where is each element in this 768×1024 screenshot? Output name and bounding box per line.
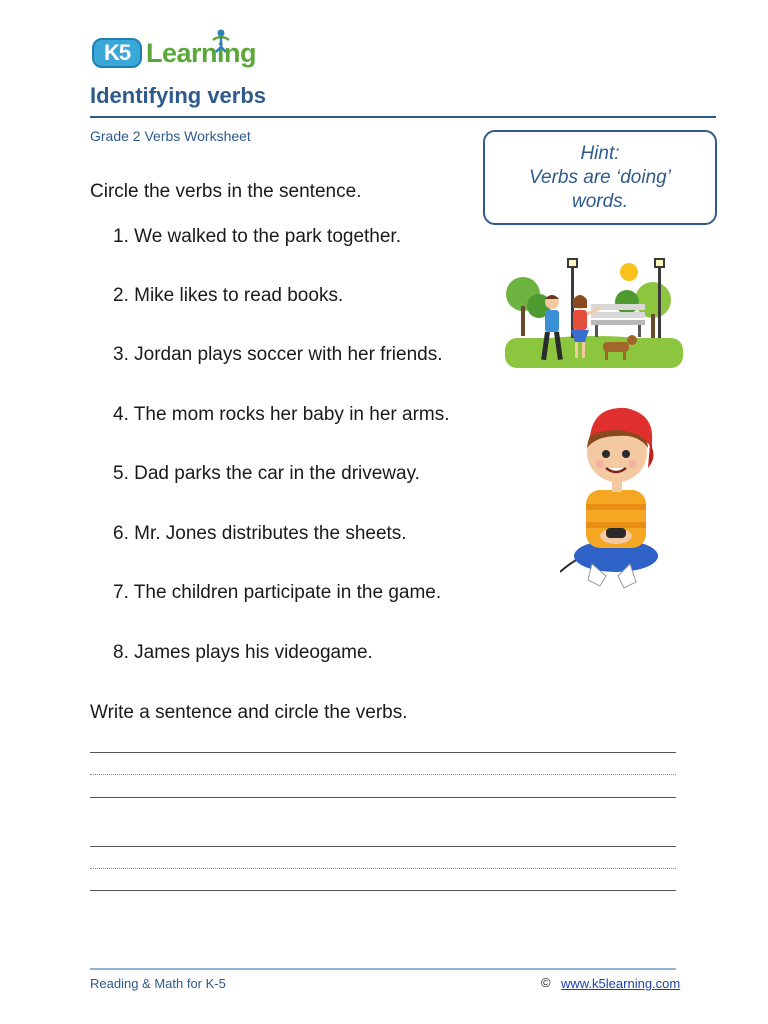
title-divider [90,116,716,118]
copyright-symbol: © [541,975,551,990]
logo-wordmark: Learning [146,38,257,68]
question-4: 4. The mom rocks her baby in her arms. [113,404,450,425]
boy-with-controller-illustration [560,404,660,594]
hint-text-line1: Verbs are ‘doing’ [529,167,671,188]
footer-divider [90,968,676,970]
logo-k5-badge: K5 [92,38,142,68]
question-6: 6. Mr. Jones distributes the sheets. [113,523,407,544]
writing-line-mid-2 [90,868,676,869]
writing-line-top-2[interactable] [90,846,676,847]
hint-text-line2: words. [572,191,628,212]
hint-heading: Hint: [580,143,620,164]
instruction-write-sentence: Write a sentence and circle the verbs. [90,702,408,723]
logo-figure-icon [210,28,232,54]
hint-box [483,130,717,225]
question-5: 5. Dad parks the car in the driveway. [113,463,420,484]
writing-line-base-1[interactable] [90,797,676,798]
writing-line-mid-1 [90,774,676,775]
question-3: 3. Jordan plays soccer with her friends. [113,344,443,365]
page-title: Identifying verbs [90,83,267,108]
writing-line-base-2[interactable] [90,890,676,891]
question-7: 7. The children participate in the game. [113,582,442,603]
worksheet-subtitle: Grade 2 Verbs Worksheet [90,128,251,144]
question-2: 2. Mike likes to read books. [113,285,344,306]
k5-learning-logo [92,28,256,72]
question-1: 1. We walked to the park together. [113,226,401,247]
footer-tagline: Reading & Math for K-5 [90,976,226,991]
instruction-circle-verbs: Circle the verbs in the sentence. [90,181,362,202]
k5learning-website-link[interactable]: www.k5learning.com [561,976,681,991]
park-illustration [505,256,683,368]
question-8: 8. James plays his videogame. [113,642,373,663]
writing-line-top-1[interactable] [90,752,676,753]
